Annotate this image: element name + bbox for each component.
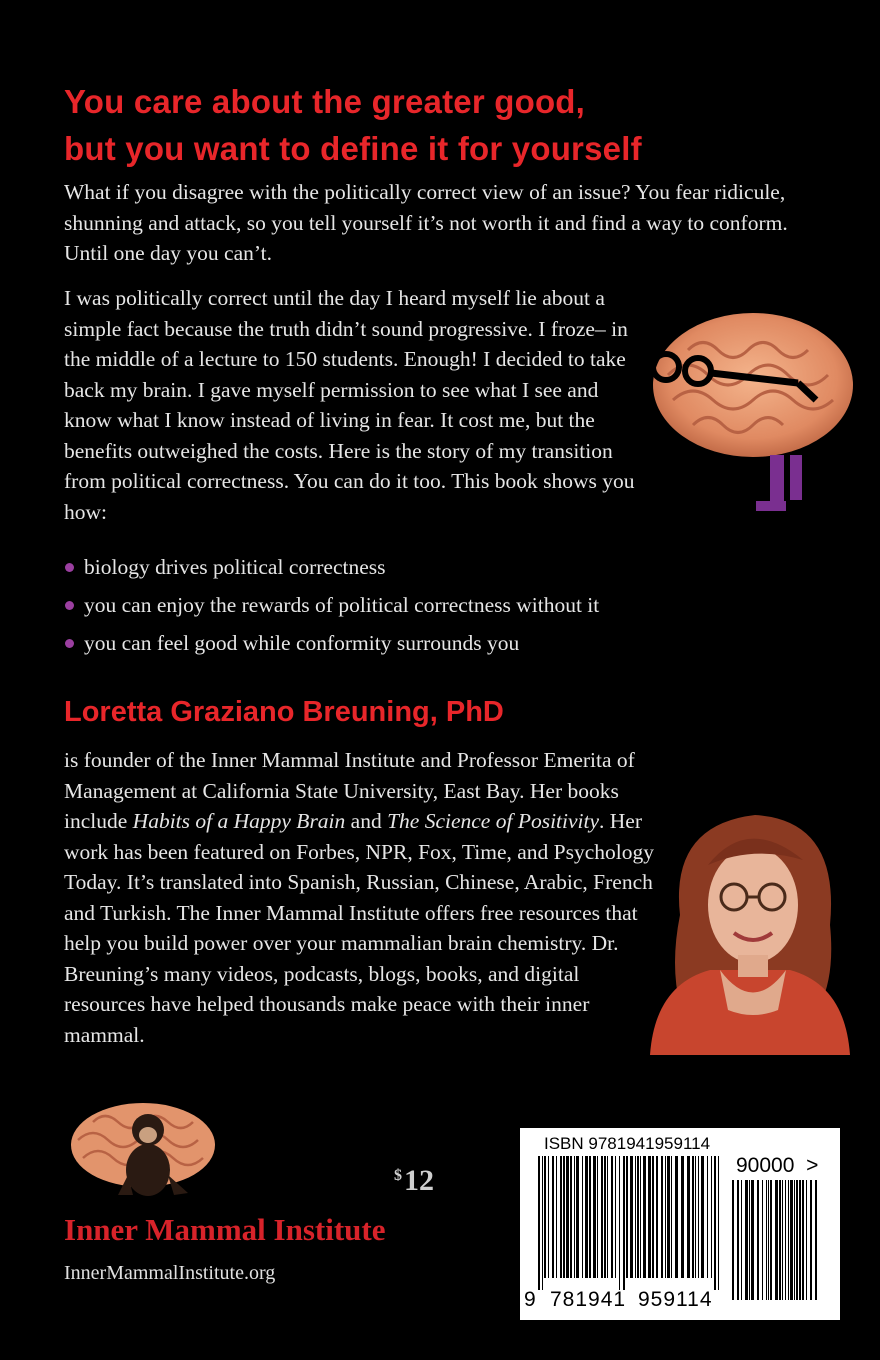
barcode-bar bbox=[630, 1156, 633, 1278]
barcode-bar bbox=[582, 1156, 583, 1278]
barcode-bar bbox=[762, 1180, 763, 1300]
benefit-list bbox=[64, 548, 844, 662]
barcode-bar bbox=[593, 1156, 596, 1278]
barcode-bar bbox=[585, 1156, 588, 1278]
headline-line-1: You care about the greater good, bbox=[64, 83, 586, 120]
barcode-bar bbox=[574, 1156, 575, 1278]
price-amount: 12 bbox=[404, 1164, 434, 1197]
barcode-bar bbox=[695, 1156, 696, 1278]
barcode-bar bbox=[741, 1180, 742, 1300]
barcode-bar bbox=[671, 1156, 672, 1278]
author-bio: is founder of the Inner Mammal Institute and Professor Emerita of Management at California State University, East Bay. Her books include Habits of a Happy Brain and The Science of Positivity. Her work has been featured on Forbes, NPR, Fox, Time, and Psychology Today. It’s translated into Spanish, Russian, Chinese, Arabic, French and Turkish. The Inner Mammal Institute offers free resources that help you build power over your mammalian brain chemistry. Dr. Breuning’s many videos, podcasts, blogs, books, and digital resources have helped thousands make peace with their inner mammal. bbox=[64, 748, 655, 1047]
barcode-bar bbox=[563, 1156, 565, 1278]
book-title-1: Habits of a Happy Brain bbox=[132, 809, 346, 833]
barcode-bar bbox=[667, 1156, 670, 1278]
barcode-bar bbox=[815, 1180, 817, 1300]
list-item: biology drives political correctness bbox=[64, 548, 844, 586]
barcode-bar bbox=[718, 1156, 719, 1290]
barcode-bar bbox=[737, 1180, 739, 1300]
barcode-bar bbox=[615, 1156, 616, 1278]
isbn-label: ISBN 9781941959114 bbox=[544, 1134, 711, 1153]
list-item: you can feel good while conformity surrounds you bbox=[64, 624, 844, 662]
barcode-bar bbox=[637, 1156, 639, 1278]
barcode-bar bbox=[799, 1180, 801, 1300]
barcode-digits-right: 959114 bbox=[638, 1288, 713, 1311]
barcode-bar bbox=[782, 1180, 783, 1300]
barcode-bar bbox=[779, 1180, 781, 1300]
barcode-bar bbox=[566, 1156, 569, 1278]
barcode-bar bbox=[665, 1156, 666, 1278]
barcode-bar bbox=[597, 1156, 598, 1278]
price bbox=[394, 1164, 434, 1198]
barcode-bar bbox=[802, 1180, 804, 1300]
barcode-bar bbox=[560, 1156, 562, 1278]
story-paragraph: I was politically correct until the day I heard myself lie about a simple fact because the truth didn’t sound progressive. I froze– in the middle of a lecture to 150 students. Enough! I decided to take back my brain. I gave myself permission to see what I see and know what I know instead of living in fear. It cost me, but the benefits outweighed the costs. Here is the story of my transition from political correctness. You can do it too. This book shows you how: bbox=[64, 286, 635, 524]
barcode-bar bbox=[601, 1156, 603, 1278]
barcode-bar bbox=[785, 1180, 786, 1300]
barcode-bar bbox=[576, 1156, 579, 1278]
barcode-bar bbox=[732, 1180, 734, 1300]
barcode-bar bbox=[648, 1156, 651, 1278]
barcode-bar bbox=[611, 1156, 613, 1278]
barcode-bar bbox=[656, 1156, 658, 1278]
barcode-bar bbox=[775, 1180, 778, 1300]
barcode-bar bbox=[681, 1156, 684, 1278]
headline bbox=[64, 78, 824, 172]
barcode-bar bbox=[796, 1180, 798, 1300]
barcode-bar bbox=[788, 1180, 789, 1300]
barcode-bar bbox=[623, 1156, 625, 1290]
barcode-digits-left: 781941 bbox=[550, 1288, 627, 1311]
barcode-bar bbox=[766, 1180, 767, 1300]
barcode-bar bbox=[711, 1156, 712, 1278]
barcode-bar bbox=[640, 1156, 641, 1278]
price-currency: $ bbox=[394, 1167, 402, 1184]
barcode-bar bbox=[745, 1180, 748, 1300]
barcode-bar bbox=[604, 1156, 606, 1278]
publisher-name: Inner Mammal Institute bbox=[64, 1212, 386, 1247]
barcode-bar bbox=[661, 1156, 663, 1278]
barcode-bar bbox=[607, 1156, 608, 1278]
barcode-bar bbox=[544, 1156, 546, 1278]
barcode-bar bbox=[707, 1156, 708, 1278]
intro-paragraph: What if you disagree with the politically correct view of an issue? You fear ridicule, shunning and attack, so you tell yourself it’s not worth it and find a way to conform. Until one day you can’t. bbox=[64, 180, 788, 265]
author-name: Loretta Graziano Breuning, PhD bbox=[64, 696, 504, 728]
barcode-bar bbox=[589, 1156, 591, 1278]
barcode-bar bbox=[556, 1156, 557, 1278]
barcode-bar bbox=[751, 1180, 754, 1300]
bullet-dot-icon bbox=[65, 563, 74, 572]
barcode-bar bbox=[552, 1156, 554, 1278]
barcode-bar bbox=[652, 1156, 654, 1278]
barcode-bar bbox=[757, 1180, 759, 1300]
barcode-bar bbox=[749, 1180, 750, 1300]
brain-with-glasses-illustration bbox=[648, 305, 858, 520]
bullet-dot-icon bbox=[65, 639, 74, 648]
barcode-bar bbox=[538, 1156, 540, 1290]
author-portrait bbox=[650, 805, 850, 1055]
barcode-bar bbox=[687, 1156, 690, 1278]
barcode-bar bbox=[675, 1156, 678, 1278]
barcode-bar bbox=[626, 1156, 628, 1278]
barcode-bar bbox=[714, 1156, 716, 1290]
barcode-bar bbox=[794, 1180, 795, 1300]
barcode-bar bbox=[692, 1156, 694, 1278]
barcode-bar bbox=[548, 1156, 549, 1278]
barcode-bar bbox=[635, 1156, 636, 1278]
barcode-bar bbox=[570, 1156, 572, 1278]
barcode-bar bbox=[542, 1156, 543, 1290]
barcode-bar bbox=[701, 1156, 704, 1278]
list-item: you can enjoy the rewards of political correctness without it bbox=[64, 586, 844, 624]
barcode-bar bbox=[810, 1180, 812, 1300]
barcode-addon: 90000 > bbox=[736, 1154, 819, 1177]
isbn-barcode bbox=[520, 1128, 840, 1320]
barcode-bar bbox=[619, 1156, 620, 1290]
brain-chimp-logo bbox=[68, 1100, 218, 1200]
barcode-bar bbox=[770, 1180, 772, 1300]
headline-line-2: but you want to define it for yourself bbox=[64, 130, 642, 167]
barcode-bar bbox=[698, 1156, 699, 1278]
barcode-bar bbox=[643, 1156, 646, 1278]
book-title-2: The Science of Positivity bbox=[387, 809, 600, 833]
bullet-dot-icon bbox=[65, 601, 74, 610]
barcode-digit-first: 9 bbox=[524, 1288, 537, 1311]
barcode-bar bbox=[806, 1180, 807, 1300]
barcode-bar bbox=[768, 1180, 769, 1300]
barcode-bar bbox=[790, 1180, 793, 1300]
publisher-url: InnerMammalInstitute.org bbox=[64, 1262, 276, 1284]
